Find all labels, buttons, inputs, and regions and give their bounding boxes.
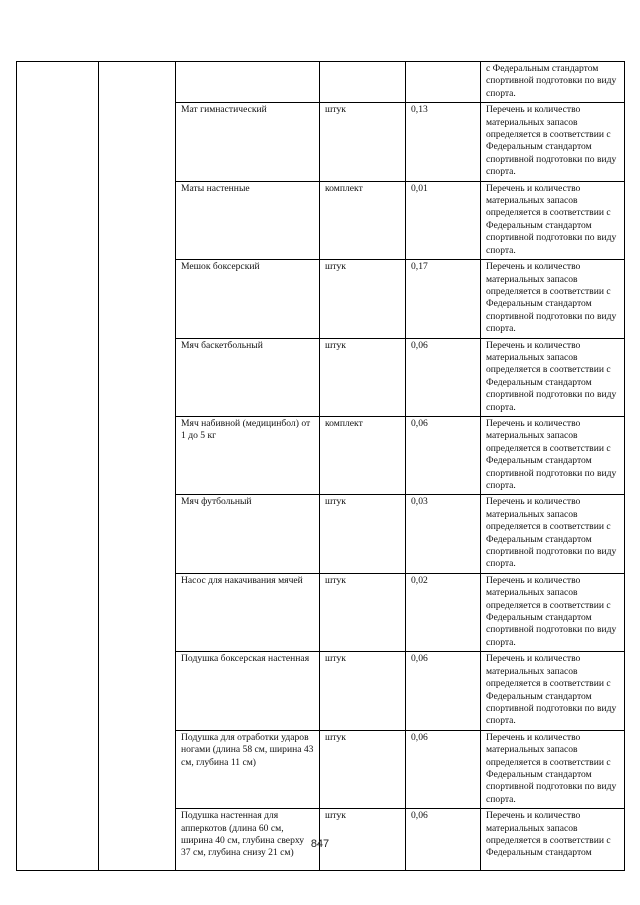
item-name-cell: Мат гимнастический (176, 103, 320, 181)
quantity-cell: 0,06 (406, 338, 481, 416)
equipment-table-body (17, 62, 625, 871)
quantity-cell: 0,06 (406, 809, 481, 871)
quantity-cell: 0,02 (406, 573, 481, 651)
item-name-cell: Насос для накачивания мячей (176, 573, 320, 651)
unit-cell: штук (320, 103, 406, 181)
note-cell: Перечень и количество материальных запасов определяется в соответствии с Федеральным стандартом спортивной подготовки по виду спорта. (481, 103, 625, 181)
note-cell: Перечень и количество материальных запасов определяется в соответствии с Федеральным стандартом спортивной подготовки по виду спорта. (481, 573, 625, 651)
unit-cell (320, 62, 406, 103)
unit-cell: штук (320, 495, 406, 573)
note-cell: Перечень и количество материальных запасов определяется в соответствии с Федеральным стандартом спортивной подготовки по виду спорта. (481, 416, 625, 494)
item-name-cell: Подушка боксерская настенная (176, 652, 320, 730)
item-name-cell (176, 62, 320, 103)
item-name-cell: Маты настенные (176, 181, 320, 259)
note-cell: Перечень и количество материальных запасов определяется в соответствии с Федеральным стандартом (481, 809, 625, 871)
quantity-cell: 0,03 (406, 495, 481, 573)
item-name-cell: Мяч баскетбольный (176, 338, 320, 416)
quantity-cell: 0,01 (406, 181, 481, 259)
item-name-cell: Мешок боксерский (176, 260, 320, 338)
note-cell: Перечень и количество материальных запасов определяется в соответствии с Федеральным стандартом спортивной подготовки по виду спорта. (481, 260, 625, 338)
quantity-cell: 0,06 (406, 416, 481, 494)
note-cell: Перечень и количество материальных запасов определяется в соответствии с Федеральным стандартом спортивной подготовки по виду спорта. (481, 652, 625, 730)
unit-cell: комплект (320, 416, 406, 494)
table-row (17, 62, 625, 103)
item-name-cell: Подушка настенная для апперкотов (длина 60 см, ширина 40 см, глубина сверху 37 см, глубина снизу 21 см) (176, 809, 320, 871)
merged-cell-col1 (17, 62, 99, 871)
quantity-cell: 0,13 (406, 103, 481, 181)
quantity-cell: 0,06 (406, 730, 481, 808)
quantity-cell (406, 62, 481, 103)
unit-cell: штук (320, 573, 406, 651)
unit-cell: штук (320, 260, 406, 338)
unit-cell: штук (320, 730, 406, 808)
unit-cell: штук (320, 338, 406, 416)
equipment-table (16, 61, 625, 871)
quantity-cell: 0,17 (406, 260, 481, 338)
unit-cell: комплект (320, 181, 406, 259)
note-cell: Перечень и количество материальных запасов определяется в соответствии с Федеральным стандартом спортивной подготовки по виду спорта. (481, 730, 625, 808)
page-number: 847 (310, 838, 330, 850)
merged-cell-col2 (99, 62, 176, 871)
unit-cell: штук (320, 652, 406, 730)
note-cell: Перечень и количество материальных запасов определяется в соответствии с Федеральным стандартом спортивной подготовки по виду спорта. (481, 495, 625, 573)
item-name-cell: Подушка для отработки ударов ногами (длина 58 см, ширина 43 см, глубина 11 см) (176, 730, 320, 808)
note-cell: Перечень и количество материальных запасов определяется в соответствии с Федеральным стандартом спортивной подготовки по виду спорта. (481, 181, 625, 259)
quantity-cell: 0,06 (406, 652, 481, 730)
note-cell: Перечень и количество материальных запасов определяется в соответствии с Федеральным стандартом спортивной подготовки по виду спорта. (481, 338, 625, 416)
item-name-cell: Мяч набивной (медицинбол) от 1 до 5 кг (176, 416, 320, 494)
item-name-cell: Мяч футбольный (176, 495, 320, 573)
note-cell: с Федеральным стандартом спортивной подготовки по виду спорта. (481, 62, 625, 103)
unit-cell: штук (320, 809, 406, 871)
